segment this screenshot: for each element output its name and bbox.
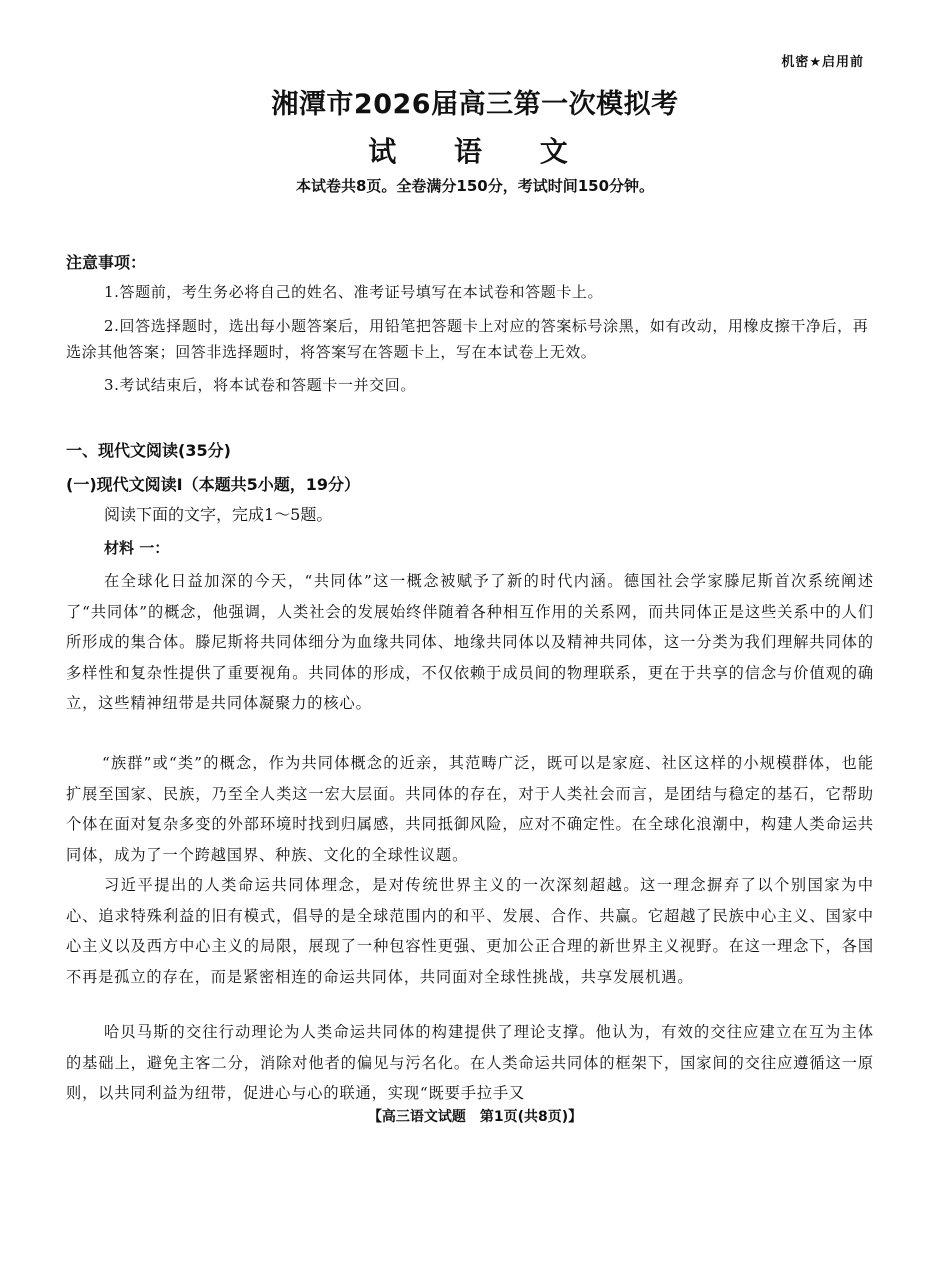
material-paragraph: 哈贝马斯的交往行动理论为人类命运共同体的构建提供了理论支撑。他认为，有效的交往应建立在互为主体的基础上，避免主客二分，消除对他者的偏见与污名化。在人类命运共同体的框架下，国家间的交往应遵循这一原则，以共同利益为纽带，促进心与心的联通，实现“既要手拉手又 — [66, 1023, 874, 1102]
material-paragraph: 习近平提出的人类命运共同体理念，是对传统世界主义的一次深刻超越。这一理念摒弃了以个别国家为中心、追求特殊利益的旧有模式，倡导的是全球范围内的和平、发展、合作、共赢。它超越了民族中心主义、国家中心主义以及西方中心主义的局限，展现了一种包容性更强、更加公正合理的新世界主义视野。在这一理念下，各国不再是孤立的存在，而是紧密相连的命运共同体，共同面对全球性挑战，共享发展机遇。 — [66, 876, 874, 986]
subject-title: 试 语 文 — [368, 135, 582, 168]
confidential-mark: 机密★启用前 — [781, 55, 864, 70]
material-label: 材料 一： — [104, 539, 170, 557]
material-paragraph: “族群”或“类”的概念，作为共同体概念的近亲，其范畴广泛，既可以是家庭、社区这样的小规模群体，也能扩展至国家、民族，乃至全人类这一宏大层面。共同体的存在，对于人类社会而言，是团结与稳定的基石，它帮助个体在面对复杂多变的外部环境时找到归属感，共同抵御风险，应对不确定性。在全球化浪潮中，构建人类命运共同体，成为了一个跨越国界、种族、文化的全球性议题。 — [66, 754, 874, 864]
notice-title: 注意事项： — [66, 253, 147, 272]
section-title: 一、现代文阅读(35分) — [66, 441, 231, 460]
notice-item: 1.答题前，考生务必将自己的姓名、准考证号填写在本试卷和答题卡上。 — [104, 283, 604, 301]
exam-info: 本试卷共8页。全卷满分150分，考试时间150分钟。 — [295, 177, 655, 195]
notice-item: 3.考试结束后，将本试卷和答题卡一并交回。 — [104, 376, 416, 394]
page-footer: 【高三语文试题 第1页(共8页)】 — [367, 1109, 583, 1125]
notice-item: 2.回答选择题时，选出每小题答案后，用铅笔把答题卡上对应的答案标号涂黑，如有改动，用橡皮擦干净后，再选涂其他答案；回答非选择题时，将答案写在答题卡上，写在本试卷上无效。 — [66, 317, 869, 361]
exam-title: 湘潭市2026届高三第一次模拟考 — [271, 89, 679, 120]
reading-instruction: 阅读下面的文字，完成1～5题。 — [104, 505, 333, 524]
material-paragraph: 在全球化日益加深的今天，“共同体”这一概念被赋予了新的时代内涵。德国社会学家滕尼斯首次系统阐述了“共同体”的概念，他强调，人类社会的发展始终伴随着各种相互作用的关系网，而共同体正是这些关系中的人们所形成的集合体。滕尼斯将共同体细分为血缘共同体、地缘共同体以及精神共同体，这一分类为我们理解共同体的多样性和复杂性提供了重要视角。共同体的形成，不仅依赖于成员间的物理联系，更在于共享的信念与价值观的确立，这些精神纽带是共同体凝聚力的核心。 — [66, 572, 874, 712]
subsection-title: (一)现代文阅读Ⅰ（本题共5小题，19分） — [66, 475, 360, 494]
